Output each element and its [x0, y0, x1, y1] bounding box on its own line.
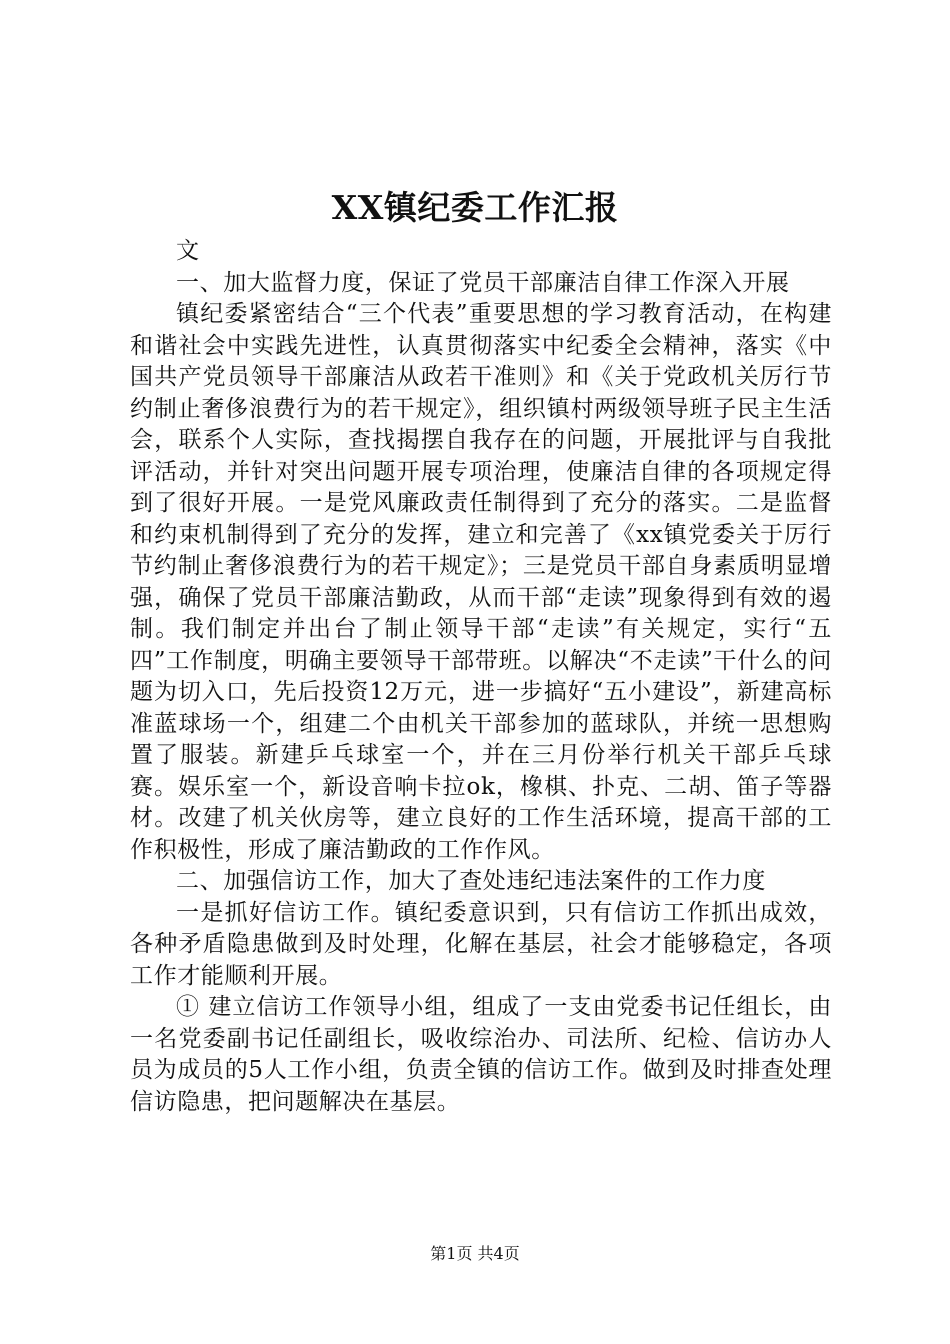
paragraph-petition-group: ① 建立信访工作领导小组，组成了一支由党委书记任组长，由一名党委副书记任副组长，吸收综治办、司法所、纪检、信访办人员为成员的5人工作小组，负责全镇的信访工作。做到及时排查处理信访隐患，把问题解决在基层。	[130, 994, 832, 1115]
paragraph-author: 文	[176, 238, 200, 264]
document-body	[130, 236, 832, 1118]
section-heading-2: 二、加强信访工作，加大了查处违纪违法案件的工作力度	[176, 868, 766, 894]
section-heading-1: 一、加大监督力度，保证了党员干部廉洁自律工作深入开展	[176, 269, 790, 296]
document-title: XX镇纪委工作汇报	[331, 188, 619, 227]
paragraph-supervision: 镇纪委紧密结合“三个代表”重要思想的学习教育活动，在构建和谐社会中实践先进性，认真贯彻落实中纪委全会精神，落实《中国共产党员领导干部廉洁从政若干准则》和《关于党政机关厉行节约制止奢侈浪费行为的若干规定》，组织镇村两级领导班子民主生活会，联系个人实际，查找揭摆自我存在的问题，开展批评与自我批评活动，并针对突出问题开展专项治理，使廉洁自律的各项规定得到了很好开展。一是党风廉政责任制得到了充分的落实。二是监督和约束机制得到了充分的发挥，建立和完善了《xx镇党委关于厉行节约制止奢侈浪费行为的若干规定》；三是党员干部自身素质明显增强，确保了党员干部廉洁勤政，从而干部“走读”现象得到有效的遏制。我们制定并出台了制止领导干部“走读”有关规定，实行“五四”工作制度，明确主要领导干部带班。以解决“不走读”干什么的问题为切入口，先后投资12万元，进一步搞好“五小建设”，新建高标准蓝球场一个，组建二个由机关干部参加的蓝球队，并统一思想购置了服装。新建乒乓球室一个，并在三月份举行机关干部乒乓球赛。娱乐室一个，新设音响卡拉ok，橡棋、扑克、二胡、笛子等器材。改建了机关伙房等，建立良好的工作生活环境，提高干部的工作积极性，形成了廉洁勤政的工作作风。	[130, 301, 832, 863]
paragraph-petition: 一是抓好信访工作。镇纪委意识到，只有信访工作抓出成效，各种矛盾隐患做到及时处理，化解在基层，社会才能够稳定，各项工作才能顺利开展。	[130, 899, 832, 989]
page-footer: 第1页 共4页	[430, 1244, 520, 1263]
